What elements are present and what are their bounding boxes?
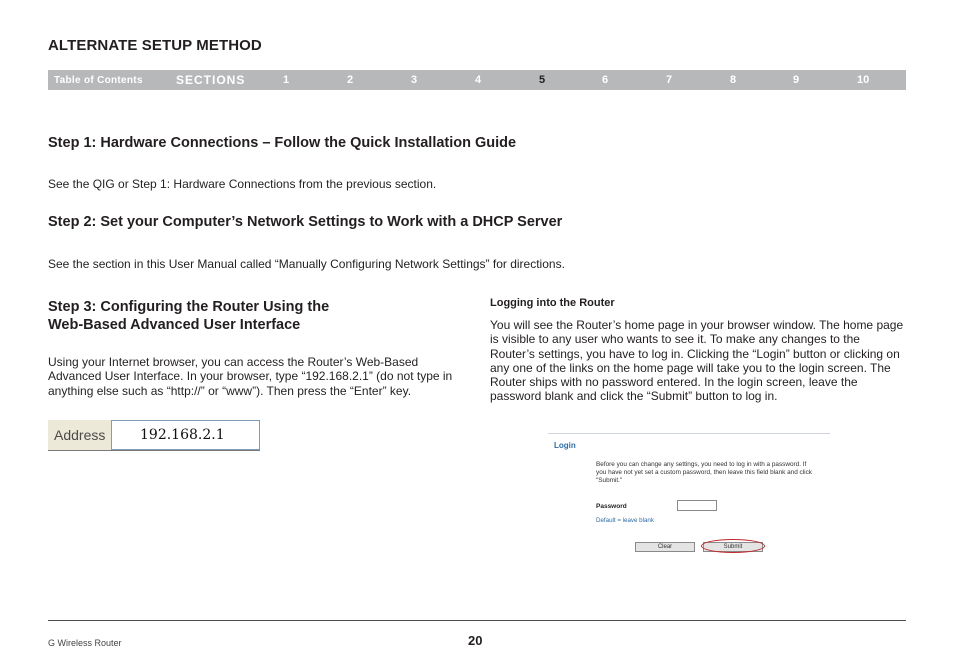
section-link-4[interactable]: 4 [475, 74, 482, 86]
step2-heading: Step 2: Set your Computer’s Network Settings to Work with a DHCP Server [48, 214, 563, 230]
address-label: Address [48, 420, 111, 450]
sections-label: SECTIONS [176, 73, 246, 87]
section-link-7[interactable]: 7 [666, 74, 673, 86]
section-link-2[interactable]: 2 [347, 74, 354, 86]
section-link-5-current[interactable]: 5 [539, 74, 546, 86]
logging-in-body: You will see the Router’s home page in your browser window. The home page is visible to any user who wants to see it. To make any changes to the Router’s settings, you have to log in. Clicking the “Login” button or clicking on any one of the links on the home page will take you to the login screen. The Router ships with no password entered. In the login screen, leave the password blank and click the “Submit” button to log in. [490, 318, 904, 404]
section-link-9[interactable]: 9 [793, 74, 800, 86]
step3-heading [48, 298, 468, 334]
footer-product-name: G Wireless Router [48, 638, 122, 648]
login-top-divider [548, 433, 830, 434]
section-link-8[interactable]: 8 [730, 74, 737, 86]
step1-heading: Step 1: Hardware Connections – Follow the Quick Installation Guide [48, 135, 517, 151]
step3-body: Using your Internet browser, you can access the Router’s Web-Based Advanced User Interface. In your browser, type “192.168.2.1” (do not type in anything else such as “http://” or “www”). Then press the “Enter” key. [48, 355, 453, 398]
submit-button: Submit [703, 542, 763, 552]
login-screen-screenshot [548, 433, 830, 558]
password-input [677, 500, 717, 511]
step2-body: See the section in this User Manual called “Manually Configuring Network Settings” for directions. [48, 257, 565, 271]
login-title: Login [554, 441, 576, 450]
section-link-10[interactable]: 10 [857, 74, 870, 86]
footer-divider [48, 620, 906, 621]
logging-in-subheading: Logging into the Router [490, 297, 615, 309]
step1-body: See the QIG or Step 1: Hardware Connections from the previous section. [48, 177, 437, 191]
section-navbar [48, 70, 906, 90]
page-number: 20 [468, 633, 483, 648]
address-input: 192.168.2.1 [111, 420, 260, 450]
section-title: ALTERNATE SETUP METHOD [48, 37, 262, 54]
login-instructions: Before you can change any settings, you need to log in with a password. If you have not yet set a custom password, then leave this field blank and click "Submit." [596, 461, 812, 485]
table-of-contents-link[interactable]: Table of Contents [54, 75, 143, 86]
password-label: Password [596, 503, 627, 510]
submit-highlight-circle [701, 539, 765, 553]
browser-address-bar [48, 420, 260, 451]
default-password-note: Default = leave blank [596, 517, 654, 524]
section-link-3[interactable]: 3 [411, 74, 418, 86]
clear-button: Clear [635, 542, 695, 552]
step3-heading-line1: Step 3: Configuring the Router Using the [48, 299, 330, 315]
step3-heading-line2: Web-Based Advanced User Interface [48, 317, 301, 333]
section-link-1[interactable]: 1 [283, 74, 290, 86]
section-link-6[interactable]: 6 [602, 74, 609, 86]
